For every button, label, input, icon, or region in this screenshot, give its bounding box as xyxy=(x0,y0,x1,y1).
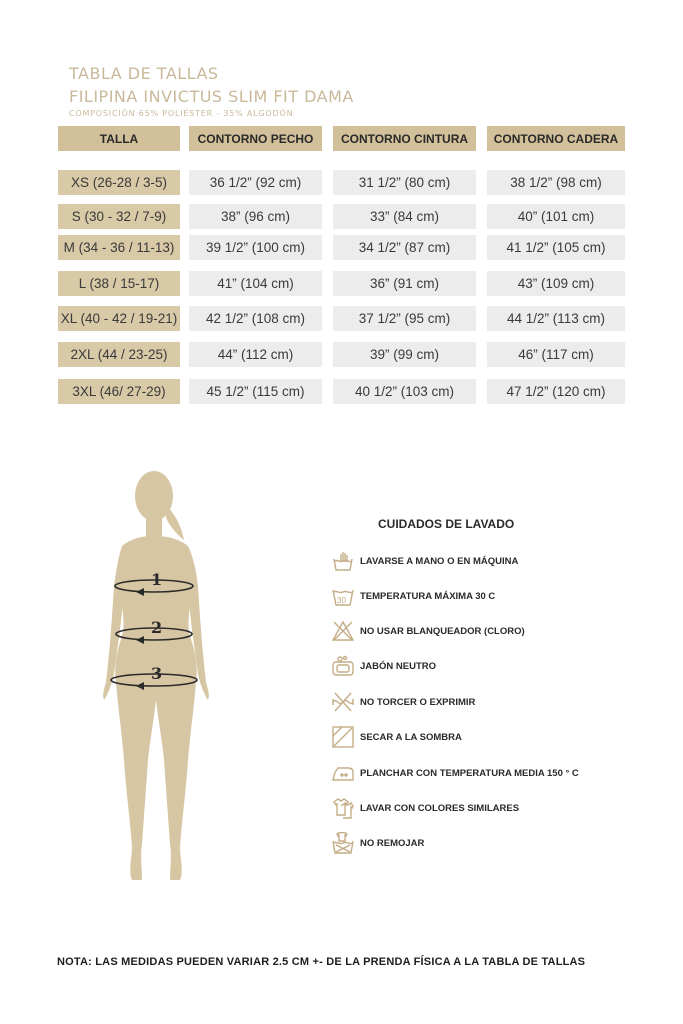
care-item xyxy=(332,831,424,855)
hip-cell: 40” (101 cm) xyxy=(487,204,625,229)
col-header-size: TALLA xyxy=(58,126,180,151)
care-item xyxy=(332,690,475,714)
care-label: NO TORCER O EXPRIMIR xyxy=(360,696,476,708)
chest-cell: 42 1/2” (108 cm) xyxy=(189,306,322,331)
no-soak-icon xyxy=(332,832,354,854)
chest-cell: 38” (96 cm) xyxy=(189,204,322,229)
care-item xyxy=(332,584,495,608)
hip-cell: 43” (109 cm) xyxy=(487,271,625,296)
care-label: SECAR A LA SOMBRA xyxy=(360,731,462,743)
chest-cell: 36 1/2” (92 cm) xyxy=(189,170,322,195)
care-label: LAVAR CON COLORES SIMILARES xyxy=(360,802,520,814)
wash-temp-label: 30 xyxy=(337,596,346,605)
hip-cell: 38 1/2” (98 cm) xyxy=(487,170,625,195)
care-item xyxy=(332,654,436,678)
chest-cell: 39 1/2” (100 cm) xyxy=(189,235,322,260)
care-item xyxy=(332,725,462,749)
care-label: NO REMOJAR xyxy=(360,837,425,849)
col-header-hip: CONTORNO CADERA xyxy=(487,126,625,151)
waist-cell: 34 1/2” (87 cm) xyxy=(333,235,476,260)
iron-medium-icon xyxy=(332,762,354,784)
care-label: NO USAR BLANQUEADOR (CLORO) xyxy=(360,625,525,637)
product-name: FILIPINA INVICTUS SLIM FIT DAMA xyxy=(69,87,354,106)
chest-cell: 41” (104 cm) xyxy=(189,271,322,296)
care-title: CUIDADOS DE LAVADO xyxy=(378,517,515,531)
size-cell: L (38 / 15-17) xyxy=(58,271,180,296)
size-cell: XL (40 - 42 / 19-21) xyxy=(58,306,180,331)
size-cell: S (30 - 32 / 7-9) xyxy=(58,204,180,229)
care-item xyxy=(332,549,518,573)
no-wring-icon xyxy=(332,691,354,713)
marker-waist: 2 xyxy=(151,618,163,637)
size-cell: M (34 - 36 / 11-13) xyxy=(58,235,180,260)
hip-cell: 47 1/2” (120 cm) xyxy=(487,379,625,404)
hip-cell: 46” (117 cm) xyxy=(487,342,625,367)
waist-cell: 37 1/2” (95 cm) xyxy=(333,306,476,331)
waist-cell: 40 1/2” (103 cm) xyxy=(333,379,476,404)
dry-in-shade-icon xyxy=(332,726,354,748)
footnote: NOTA: LAS MEDIDAS PUEDEN VARIAR 2.5 CM +- DE LA PRENDA FÍSICA A LA TABLA DE TALLAS xyxy=(57,956,586,968)
page-title: TABLA DE TALLAS xyxy=(69,64,219,83)
wash-similar-colors-icon xyxy=(332,797,354,819)
marker-chest: 1 xyxy=(151,570,163,589)
care-label: LAVARSE A MANO O EN MÁQUINA xyxy=(360,555,519,567)
care-label: JABÓN NEUTRO xyxy=(360,660,437,672)
marker-hip: 3 xyxy=(151,664,163,683)
col-header-waist: CONTORNO CINTURA xyxy=(333,126,476,151)
waist-cell: 33” (84 cm) xyxy=(333,204,476,229)
no-bleach-icon xyxy=(332,620,354,642)
chest-cell: 45 1/2” (115 cm) xyxy=(189,379,322,404)
hip-cell: 44 1/2” (113 cm) xyxy=(487,306,625,331)
care-label: PLANCHAR CON TEMPERATURA MEDIA 150 ° C xyxy=(360,767,579,779)
care-item xyxy=(332,761,579,785)
size-cell: 2XL (44 / 23-25) xyxy=(58,342,180,367)
wash-30-icon xyxy=(332,585,354,607)
care-item xyxy=(332,796,519,820)
composition-text: COMPOSICIÓN 65% POLIÉSTER - 35% ALGODÓN xyxy=(69,109,294,118)
chest-cell: 44” (112 cm) xyxy=(189,342,322,367)
waist-cell: 39” (99 cm) xyxy=(333,342,476,367)
col-header-chest: CONTORNO PECHO xyxy=(189,126,322,151)
waist-cell: 31 1/2” (80 cm) xyxy=(333,170,476,195)
waist-cell: 36” (91 cm) xyxy=(333,271,476,296)
size-cell: XS (26-28 / 3-5) xyxy=(58,170,180,195)
size-cell: 3XL (46/ 27-29) xyxy=(58,379,180,404)
neutral-soap-icon xyxy=(332,655,354,677)
hip-cell: 41 1/2” (105 cm) xyxy=(487,235,625,260)
care-label: TEMPERATURA MÁXIMA 30 C xyxy=(360,590,496,602)
hand-wash-icon xyxy=(332,550,354,572)
care-item xyxy=(332,619,525,643)
